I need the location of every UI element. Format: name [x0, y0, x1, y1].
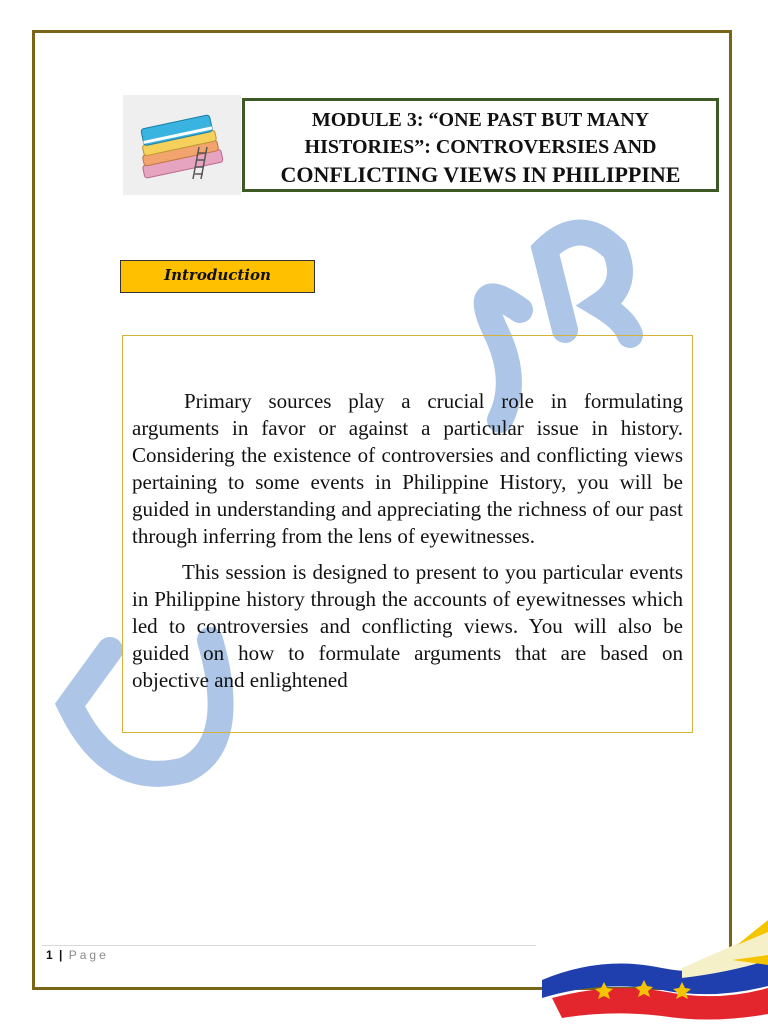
- module-title-line-3: CONFLICTING VIEWS IN PHILIPPINE: [280, 162, 681, 187]
- books-icon: [123, 95, 241, 195]
- section-label: Introduction: [120, 260, 315, 293]
- page-footer: [46, 948, 109, 962]
- footer-divider: [42, 945, 536, 946]
- module-title: [242, 98, 719, 192]
- module-title-line-1: MODULE 3: “ONE PAST BUT MANY: [311, 109, 650, 131]
- footer-separator: |: [59, 948, 63, 962]
- page-number: 1: [46, 948, 53, 962]
- philippine-flag-ribbon: [532, 920, 768, 1024]
- page-word: Page: [68, 948, 109, 962]
- paragraph-1: Primary sources play a crucial role in formulating arguments in favor or against a particular issue in history. Considering the existence of controversies and conflicting views pertaining to some events in Philippine History, you will be guided in understanding and appreciating the richness of our past through inferring from the lens of eyewitnesses.: [132, 389, 683, 548]
- paragraph-2: This session is designed to present to you particular events in Philippine history through the accounts of eyewitnesses which led to controversies and conflicting views. You will also be guided on how to formulate arguments that are based on objective and enlightened: [132, 560, 683, 692]
- books-illustration: [123, 95, 241, 195]
- introduction-text-box: [122, 335, 693, 733]
- module-title-line-2: HISTORIES”: CONTROVERSIES AND: [304, 136, 657, 158]
